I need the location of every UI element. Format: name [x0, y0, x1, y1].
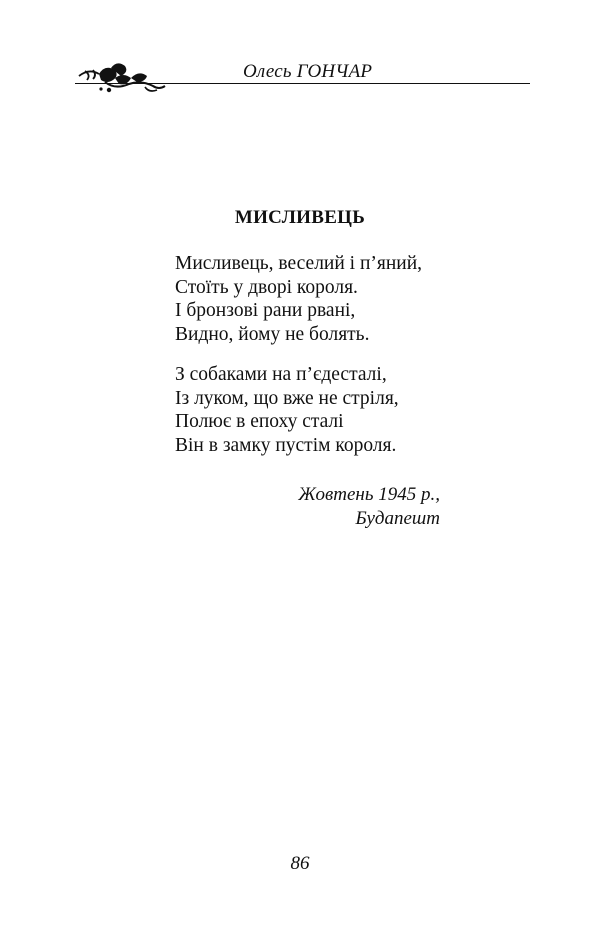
verse-line: Із луком, що вже не стріля,	[175, 387, 399, 409]
verse-line: Стоїть у дворі короля.	[175, 276, 358, 298]
verse-line: Полює в епоху сталі	[175, 411, 344, 432]
running-head: Олесь ГОНЧАР	[243, 61, 373, 82]
stanza	[175, 363, 399, 457]
page-header	[75, 56, 530, 96]
dateline	[298, 483, 440, 530]
verse-line: І бронзові рани рвані,	[175, 300, 356, 321]
floral-ornament-icon	[75, 60, 167, 94]
poem-title: МИСЛИВЕЦЬ	[234, 207, 366, 228]
verse-line: Він в замку пустім короля.	[175, 434, 397, 456]
stanza	[175, 252, 422, 346]
poem-place: Будапешт	[355, 507, 440, 529]
page-number: 86	[290, 853, 310, 874]
poem-date: Жовтень 1945 р.,	[298, 484, 440, 505]
verse-line: З собаками на п’єдесталі,	[175, 364, 387, 385]
header-rule	[75, 83, 530, 84]
verse-line: Видно, йому не болять.	[175, 323, 370, 345]
verse-line: Мисливець, веселий і п’яний,	[175, 253, 423, 274]
